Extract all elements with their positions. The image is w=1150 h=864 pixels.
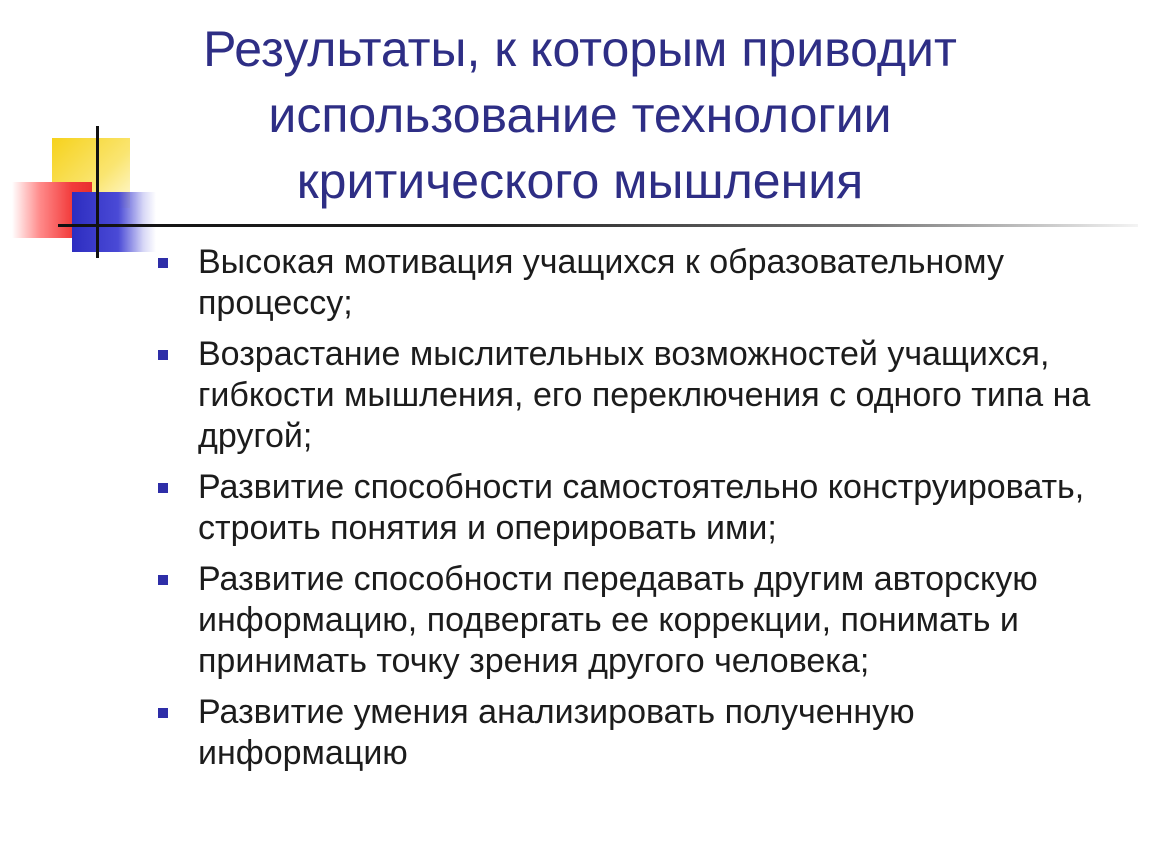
title-line-2: использование технологии	[268, 87, 892, 143]
bullet-square-icon	[158, 483, 168, 493]
bullet-item	[156, 559, 1126, 682]
slide-title	[120, 16, 1040, 214]
bullet-square-icon	[158, 258, 168, 268]
title-divider-line	[58, 224, 1138, 227]
bullet-text: Высокая мотивация учащихся к образовательному процессу;	[198, 243, 1004, 322]
bullet-square-icon	[158, 350, 168, 360]
bullet-item	[156, 692, 1126, 774]
bullet-square-icon	[158, 575, 168, 585]
title-line-3: критического мышления	[296, 153, 864, 209]
title-line-1: Результаты, к которым приводит	[203, 21, 957, 77]
decorative-vertical-line	[96, 126, 99, 258]
bullet-text: Развитие способности самостоятельно конструировать, строить понятия и оперировать ими;	[198, 468, 1085, 547]
bullet-item	[156, 242, 1126, 324]
bullet-text: Возрастание мыслительных возможностей учащихся, гибкости мышления, его переключения с одного типа на другой;	[198, 335, 1091, 455]
bullet-item	[156, 334, 1126, 457]
bullet-square-icon	[158, 708, 168, 718]
bullet-list	[156, 242, 1126, 784]
bullet-text: Развитие умения анализировать полученную информацию	[198, 693, 915, 772]
bullet-item	[156, 467, 1126, 549]
bullet-text: Развитие способности передавать другим авторскую информацию, подвергать ее коррекции, понимать и принимать точку зрения другого человека;	[198, 560, 1038, 680]
